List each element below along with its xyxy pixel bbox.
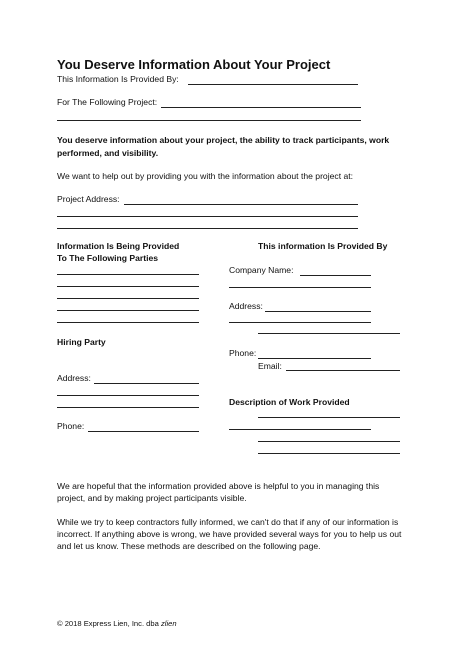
for-project-field[interactable] (161, 107, 361, 108)
company-name-field[interactable] (300, 275, 371, 276)
party-line-1[interactable] (57, 274, 199, 275)
for-project-label: For The Following Project: (57, 97, 158, 107)
description-line-1[interactable] (258, 417, 400, 418)
closing-paragraph-1-line2: project, and by making project participants visible. (57, 493, 247, 503)
page-title: You Deserve Information About Your Project (57, 57, 331, 72)
intro-bold-line2: performed, and visibility. (57, 148, 159, 158)
company-phone-label: Phone: (229, 348, 257, 358)
parties-heading-line2: To The Following Parties (57, 253, 159, 263)
description-line-4[interactable] (258, 453, 400, 454)
party-line-3[interactable] (57, 298, 199, 299)
company-phone-field[interactable] (258, 358, 371, 359)
closing-paragraph-2-line1: While we try to keep contractors fully informed, we can't do that if any of our information is (57, 517, 399, 527)
intro-bold-line1: You deserve information about your project, the ability to track participants, work (57, 135, 390, 145)
party-line-2[interactable] (57, 286, 199, 287)
hiring-party-heading: Hiring Party (57, 337, 106, 347)
footer-text: © 2018 Express Lien, Inc. dba (57, 619, 159, 628)
footer-copyright (57, 618, 177, 629)
provided-by-field[interactable] (188, 84, 358, 85)
hiring-address-label: Address: (57, 373, 91, 383)
description-line-2[interactable] (229, 429, 371, 430)
footer-brand: zlien (160, 619, 177, 628)
closing-paragraph-1-line1: We are hopeful that the information provided above is helpful to you in managing this (57, 481, 380, 491)
hiring-phone-field[interactable] (88, 431, 199, 432)
hiring-address-field-line3[interactable] (57, 407, 199, 408)
company-address-field-line2[interactable] (229, 322, 371, 323)
party-line-4[interactable] (57, 310, 199, 311)
description-heading: Description of Work Provided (229, 397, 350, 407)
email-field[interactable] (286, 370, 400, 371)
for-project-field-line2[interactable] (57, 120, 361, 121)
project-address-field-line3[interactable] (57, 228, 358, 229)
company-name-field-line2[interactable] (229, 287, 371, 288)
description-line-3[interactable] (258, 441, 400, 442)
hiring-address-field[interactable] (94, 383, 199, 384)
company-name-label: Company Name: (229, 265, 294, 275)
hiring-phone-label: Phone: (57, 421, 85, 431)
hiring-address-field-line2[interactable] (57, 395, 199, 396)
company-address-field-line3[interactable] (258, 333, 400, 334)
email-label: Email: (258, 361, 282, 371)
closing-paragraph-2-line3: and let us know. These methods are described on the following page. (57, 541, 321, 551)
project-address-field[interactable] (124, 204, 358, 205)
party-line-5[interactable] (57, 322, 199, 323)
project-address-field-line2[interactable] (57, 216, 358, 217)
provided-by-heading: This information Is Provided By (258, 241, 388, 251)
project-address-label: Project Address: (57, 194, 120, 204)
parties-heading-line1: Information Is Being Provided (57, 241, 180, 251)
company-address-label: Address: (229, 301, 263, 311)
company-address-field[interactable] (265, 311, 371, 312)
provided-by-label: This Information Is Provided By: (57, 74, 179, 84)
help-text: We want to help out by providing you with the information about the project at: (57, 171, 354, 181)
closing-paragraph-2-line2: incorrect. If anything above is wrong, we have provided several ways for you to help us out (57, 529, 402, 539)
